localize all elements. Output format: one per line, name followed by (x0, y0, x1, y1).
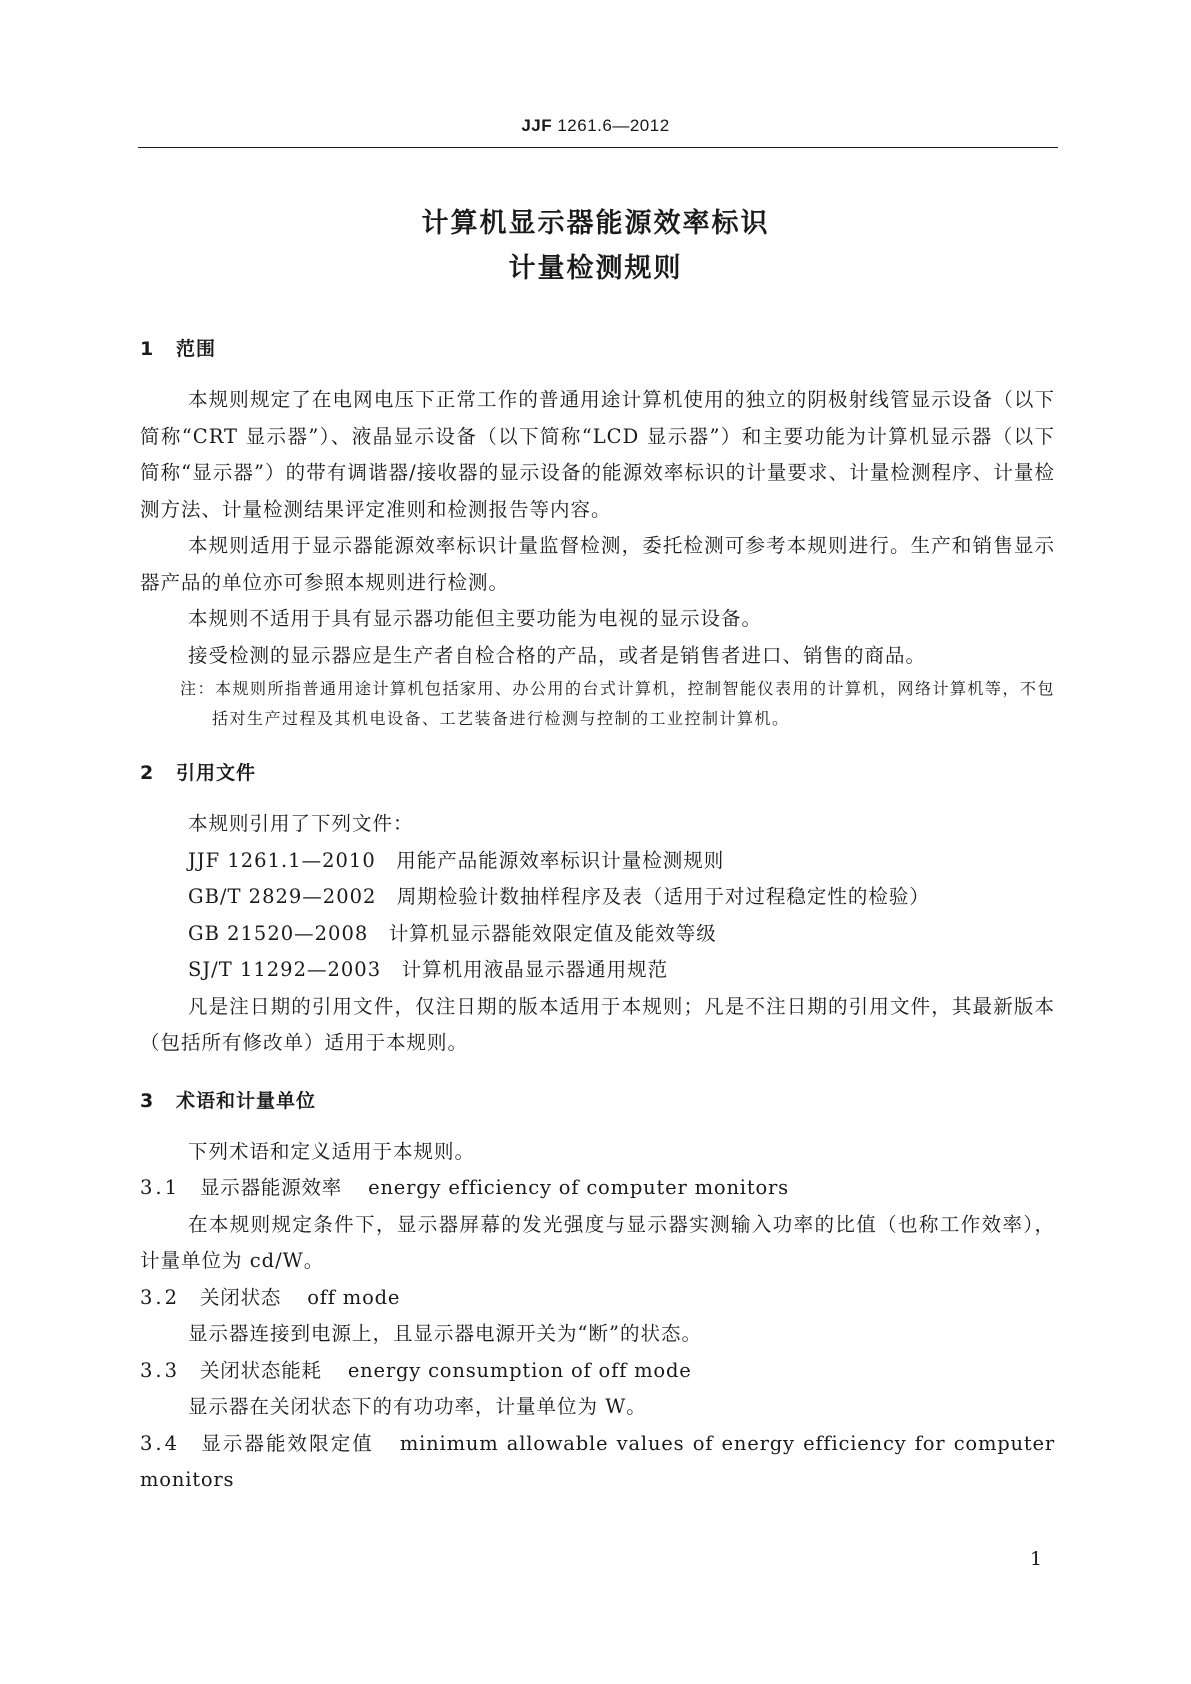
term-definition: 显示器在关闭状态下的有功功率，计量单位为 W。 (188, 1395, 647, 1418)
term-english: minimum allowable values of energy efficiency for computer monitors (140, 1431, 1055, 1491)
reference-item: SJ/T 11292—2003 计算机用液晶显示器通用规范 (188, 958, 669, 981)
paragraph: 凡是注日期的引用文件，仅注日期的版本适用于本规则；凡是不注日期的引用文件，其最新版本（包括所有修改单）适用于本规则。 (140, 994, 1055, 1054)
term-chinese: 关闭状态 (200, 1285, 282, 1309)
paragraph: 本规则不适用于具有显示器功能但主要功能为电视的显示设备。 (188, 607, 763, 630)
header-code-prefix: JJF (521, 116, 553, 135)
section-heading-scope (140, 330, 1055, 368)
header-code-number: 1261.6—2012 (552, 116, 670, 135)
reference-item: JJF 1261.1—2010 用能产品能源效率标识计量检测规则 (188, 848, 725, 872)
document-title-line-2: 计量检测规则 (508, 253, 683, 284)
section-title: 术语和计量单位 (176, 1089, 317, 1112)
note: 注：本规则所指普通用途计算机包括家用、办公用的台式计算机，控制智能仪表用的计算机，网络计算机等，不包括对生产过程及其机电设备、工艺装备进行检测与控制的工业控制计算机。 (180, 679, 1056, 728)
term-chinese: 显示器能效限定值 (200, 1431, 374, 1455)
paragraph: 下列术语和定义适用于本规则。 (188, 1139, 476, 1163)
section-heading-references (140, 754, 1055, 792)
term-english: off mode (307, 1285, 401, 1309)
term-number: 3.3 (140, 1358, 181, 1382)
term-heading (140, 1280, 1055, 1317)
term-chinese: 关闭状态能耗 (200, 1358, 322, 1382)
term-heading (140, 1353, 1055, 1390)
section-number: 1 (140, 338, 155, 360)
reference-list (140, 806, 1055, 1062)
term-heading (140, 1170, 1055, 1207)
term-number: 3.2 (140, 1285, 181, 1309)
term-definition: 显示器连接到电源上，且显示器电源开关为“断”的状态。 (188, 1322, 702, 1345)
term-heading (140, 1426, 1055, 1499)
term-number: 3.1 (140, 1176, 181, 1199)
term-english: energy consumption of off mode (347, 1358, 692, 1382)
section-title: 引用文件 (176, 762, 257, 784)
paragraph: 接受检测的显示器应是生产者自检合格的产品，或者是销售者进口、销售的商品。 (188, 643, 927, 667)
paragraph: 本规则适用于显示器能源效率标识计量监督检测，委托检测可参考本规则进行。生产和销售显示器产品的单位亦可参照本规则进行检测。 (140, 534, 1055, 594)
document-body (140, 330, 1055, 1499)
page-number: 1 (1030, 1548, 1043, 1570)
running-header (0, 116, 1191, 136)
section-number: 3 (140, 1089, 155, 1112)
document-title-line-1: 计算机显示器能源效率标识 (421, 208, 770, 239)
term-number: 3.4 (140, 1431, 181, 1455)
section-number: 2 (140, 762, 155, 784)
reference-item: GB 21520—2008 计算机显示器能效限定值及能效等级 (188, 921, 717, 945)
term-definition: 在本规则规定条件下，显示器屏幕的发光强度与显示器实测输入功率的比值（也称工作效率），计量单位为 cd/W。 (140, 1212, 1055, 1272)
term-english: energy efficiency of computer monitors (368, 1176, 789, 1199)
term-chinese: 显示器能源效率 (200, 1176, 343, 1199)
section-title: 范围 (176, 338, 217, 360)
paragraph: 本规则引用了下列文件： (188, 812, 414, 835)
reference-item: GB/T 2829—2002 周期检验计数抽样程序及表（适用于对过程稳定性的检验） (188, 885, 930, 908)
paragraph: 本规则规定了在电网电压下正常工作的普通用途计算机使用的独立的阴极射线管显示设备（以下简称“CRT 显示器”）、液晶显示设备（以下简称“LCD 显示器”）和主要功能为计算机显示器（以下简称“显示器”）的带有调谐器/接收器的显示设备的能源效率标识的计量要求、计量检测程序、计量检测方法、计量检测结果评定准则和检测报告等内容。 (140, 388, 1055, 521)
section-heading-terms (140, 1082, 1055, 1120)
header-rule (138, 147, 1058, 148)
